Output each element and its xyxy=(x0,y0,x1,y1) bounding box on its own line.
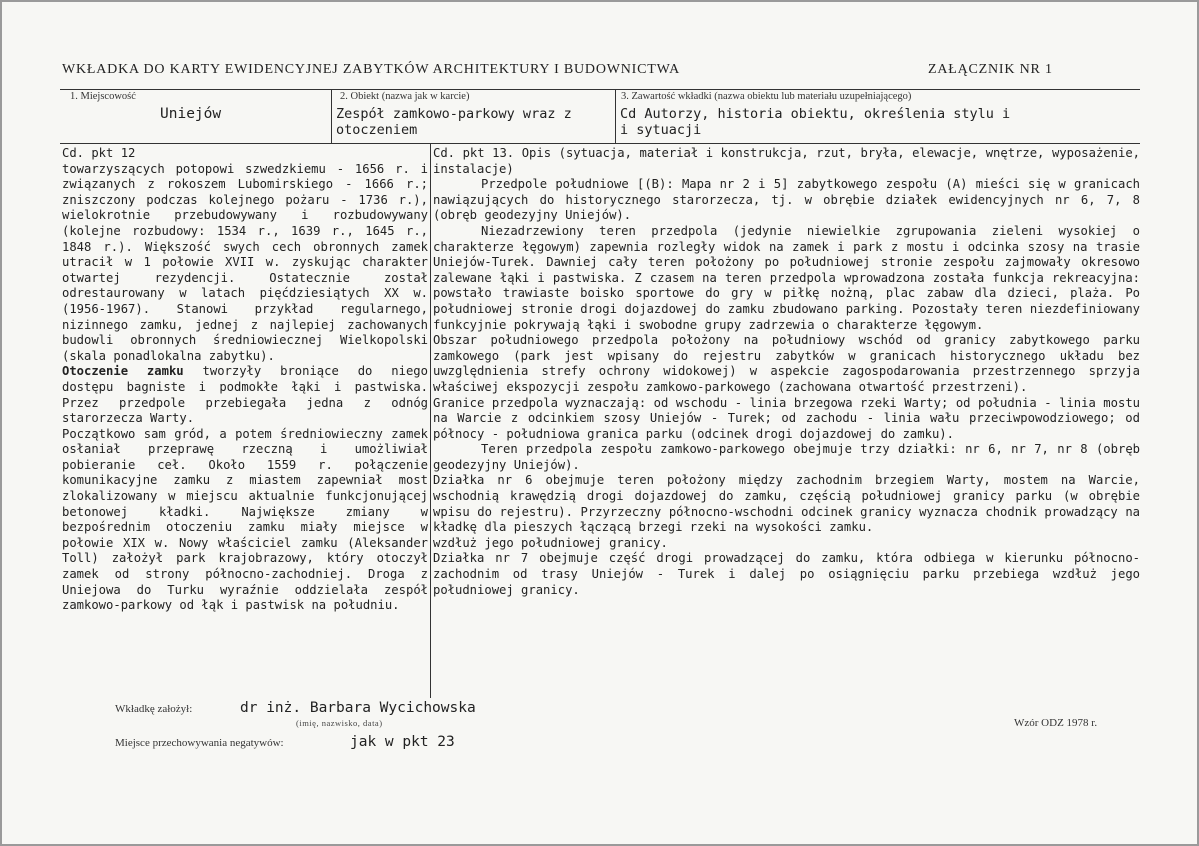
storage-value: jak w pkt 23 xyxy=(350,734,455,750)
box-bottom-border xyxy=(60,143,1140,144)
object-value-line2: otoczeniem xyxy=(336,122,418,138)
right-heading: Cd. pkt 13. Opis (sytuacja, materiał i konstrukcja, rzut, bryła, elewacje, wnętrze, wyposażenie, instalacje) xyxy=(433,146,1140,176)
locality-value: Uniejów xyxy=(160,106,222,122)
right-column xyxy=(433,146,1140,598)
locality-label: 1. Miejscowość xyxy=(70,91,136,102)
contents-value-line2: i sytuacji xyxy=(620,122,702,138)
left-heading: Cd. pkt 12 xyxy=(62,146,136,160)
author-value: dr inż. Barbara Wycichowska xyxy=(240,700,476,716)
left-paragraph: Początkowo sam gród, a potem średniowieczny zamek osłaniał przeprawę rzeczną i umożliwiał pobieranie ceł. Około 1559 r. połączenie komunikacyjne zamku z miastem zapewniał most zlokalizowany w miejscu aktualnie funkcjonującej betonowej kładki. Największe zmiany w bezpośrednim otoczeniu zamku miały miejsce w połowie XIX w. Nowy właściciel zamku (Aleksander Toll) założył park krajobrazowy, który otoczył zamek od strony północno-zachodniej. Droga z Uniejowa do Turku wyraźnie oddzielała zespół zamkowo-parkowy od łąk i pastwisk na południu. xyxy=(62,426,428,613)
object-value-line1: Zespół zamkowo-parkowy wraz z xyxy=(336,106,572,122)
right-paragraph: Działka nr 7 obejmuje część drogi prowadzącej do zamku, która odbiega w kierunku północno-zachodnim od trasy Uniejów - Turek i dalej po osiągnięciu parku przebiega wzdłuż jego południowej granicy. xyxy=(433,551,1140,597)
box-divider-1 xyxy=(331,89,332,144)
right-paragraph: Obszar południowego przedpola położony na południowy wschód od granicy zabytkowego parku zamkowego (park jest wpisany do rejestru zabytków w granicach historycznego układu bez uwzględnienia strefy ochrony widokowej) w aspekcie zagospodarowania przestrzennego sprzyja właściwej ekspozycji zespołu zamkowo-parkowego (zachowana otwartość przestrzeni). xyxy=(433,333,1140,394)
storage-label: Miejsce przechowywania negatywów: xyxy=(115,737,284,749)
contents-label: 3. Zawartość wkładki (nazwa obiektu lub materiału uzupełniającego) xyxy=(621,91,912,102)
object-label: 2. Obiekt (nazwa jak w karcie) xyxy=(340,91,470,102)
right-paragraph: Przedpole południowe [(B): Mapa nr 2 i 5] zabytkowego zespołu (A) mieści się w granicach nawiązujących do historycznego starorzecza, tj. w obrębie działek ewidencyjnych nr 6, 7, 8 (obręb geodezyjny Uniejów). xyxy=(433,177,1140,223)
right-paragraph: Granice przedpola wyznaczają: od wschodu - linia brzegowa rzeki Warty; od południa - linia mostu na Warcie z odcinkiem szosy Uniejów - Turek; od zachodu - linia wału przeciwpowodziowego; od północy - południowa granica parku (odcinek drogi dojazdowej do zamku). xyxy=(433,395,1140,441)
right-paragraph: wzdłuż jego południowej granicy. xyxy=(433,535,668,550)
surroundings-heading: Otoczenie zamku xyxy=(62,364,184,379)
left-paragraph xyxy=(62,364,428,426)
right-paragraph: Działka nr 6 obejmuje teren położony między zachodnim brzegiem Warty, mostem na Warcie, wschodnią krawędzią drogi dojazdowej do zamku, częścią południowej granicy parku (w obrębie wpisu do rejestru). Przyrzeczny północno-wschodni odcinek granicy wyznacza chodnik prowadzący na kładkę dla pieszych łączącą brzegi rzeki na wysokości zamku. xyxy=(433,473,1140,535)
contents-value-line1: Cd Autorzy, historia obiektu, określenia stylu i xyxy=(620,106,1011,122)
form-model: Wzór ODZ 1978 r. xyxy=(1014,717,1098,729)
right-paragraph: Teren przedpola zespołu zamkowo-parkowego obejmuje trzy działki: nr 6, nr 7, nr 8 (obręb geodezyjny Uniejów). xyxy=(433,442,1140,472)
column-divider xyxy=(430,143,431,698)
annex-number: ZAŁĄCZNIK NR 1 xyxy=(928,62,1053,77)
left-paragraph: towarzyszących potopowi szwedzkiemu - 1656 r. i związanych z rokoszem Lubomirskiego - 1666 r.; zniszczony podczas kolejnego pożaru - 1736 r.), wielokrotnie przebudowywany i rozbudowywany (kolejne rozbudowy: 1534 r., 1639 r., 1645 r., 1848 r.). Większość swych cech obronnych zamek utracił w 1 połowie XVII w. zyskując charakter otwartej rezydencji. Ostatecznie został odrestaurowany w latach pięćdziesiątych XX w. (1956-1967). Stanowi przykład regularnego, nizinnego zamku, jednej z najlepiej zachowanych budowli obronnych średniowiecznej Wielkopolski (skala ponadlokalna zabytku). xyxy=(62,161,428,363)
right-paragraph: Niezadrzewiony teren przedpola (jedynie niewielkie zgrupowania zieleni wysokiej o charakterze łęgowym) zapewnia rozległy widok na zamek i park z mostu i odcinka szosy na trasie Uniejów-Turek. Dawniej cały teren położony po południowej stronie zespołu zajmowały okresowo zalewane łąki i pastwiska. Z czasem na teren przedpola wprowadzona została funkcja rekreacyjna: powstało trawiaste boisko sportowe do gry w piłkę nożną, plac zabaw dla dzieci, plaża. Po południowej stronie drogi dojazdowej do zamku zbudowano parking. Pozostały teren niezdefiniowany funkcyjnie pokrywają łąki i swobodne grupy zadrzewia o charakterze łęgowym. xyxy=(433,223,1140,332)
left-column xyxy=(62,146,428,614)
author-sublabel: (imię, nazwisko, data) xyxy=(296,718,383,728)
author-label: Wkładkę założył: xyxy=(115,703,193,715)
box-divider-2 xyxy=(615,89,616,144)
document-title: WKŁADKA DO KARTY EWIDENCYJNEJ ZABYTKÓW ARCHITEKTURY I BUDOWNICTWA xyxy=(62,62,680,77)
box-top-border xyxy=(60,89,1140,90)
surroundings-text: tworzyły broniące do niego dostępu bagniste i podmokłe łąki i pastwiska. Przez przedpole przebiegała jedna z odnóg starorzecza Warty. xyxy=(62,364,428,426)
